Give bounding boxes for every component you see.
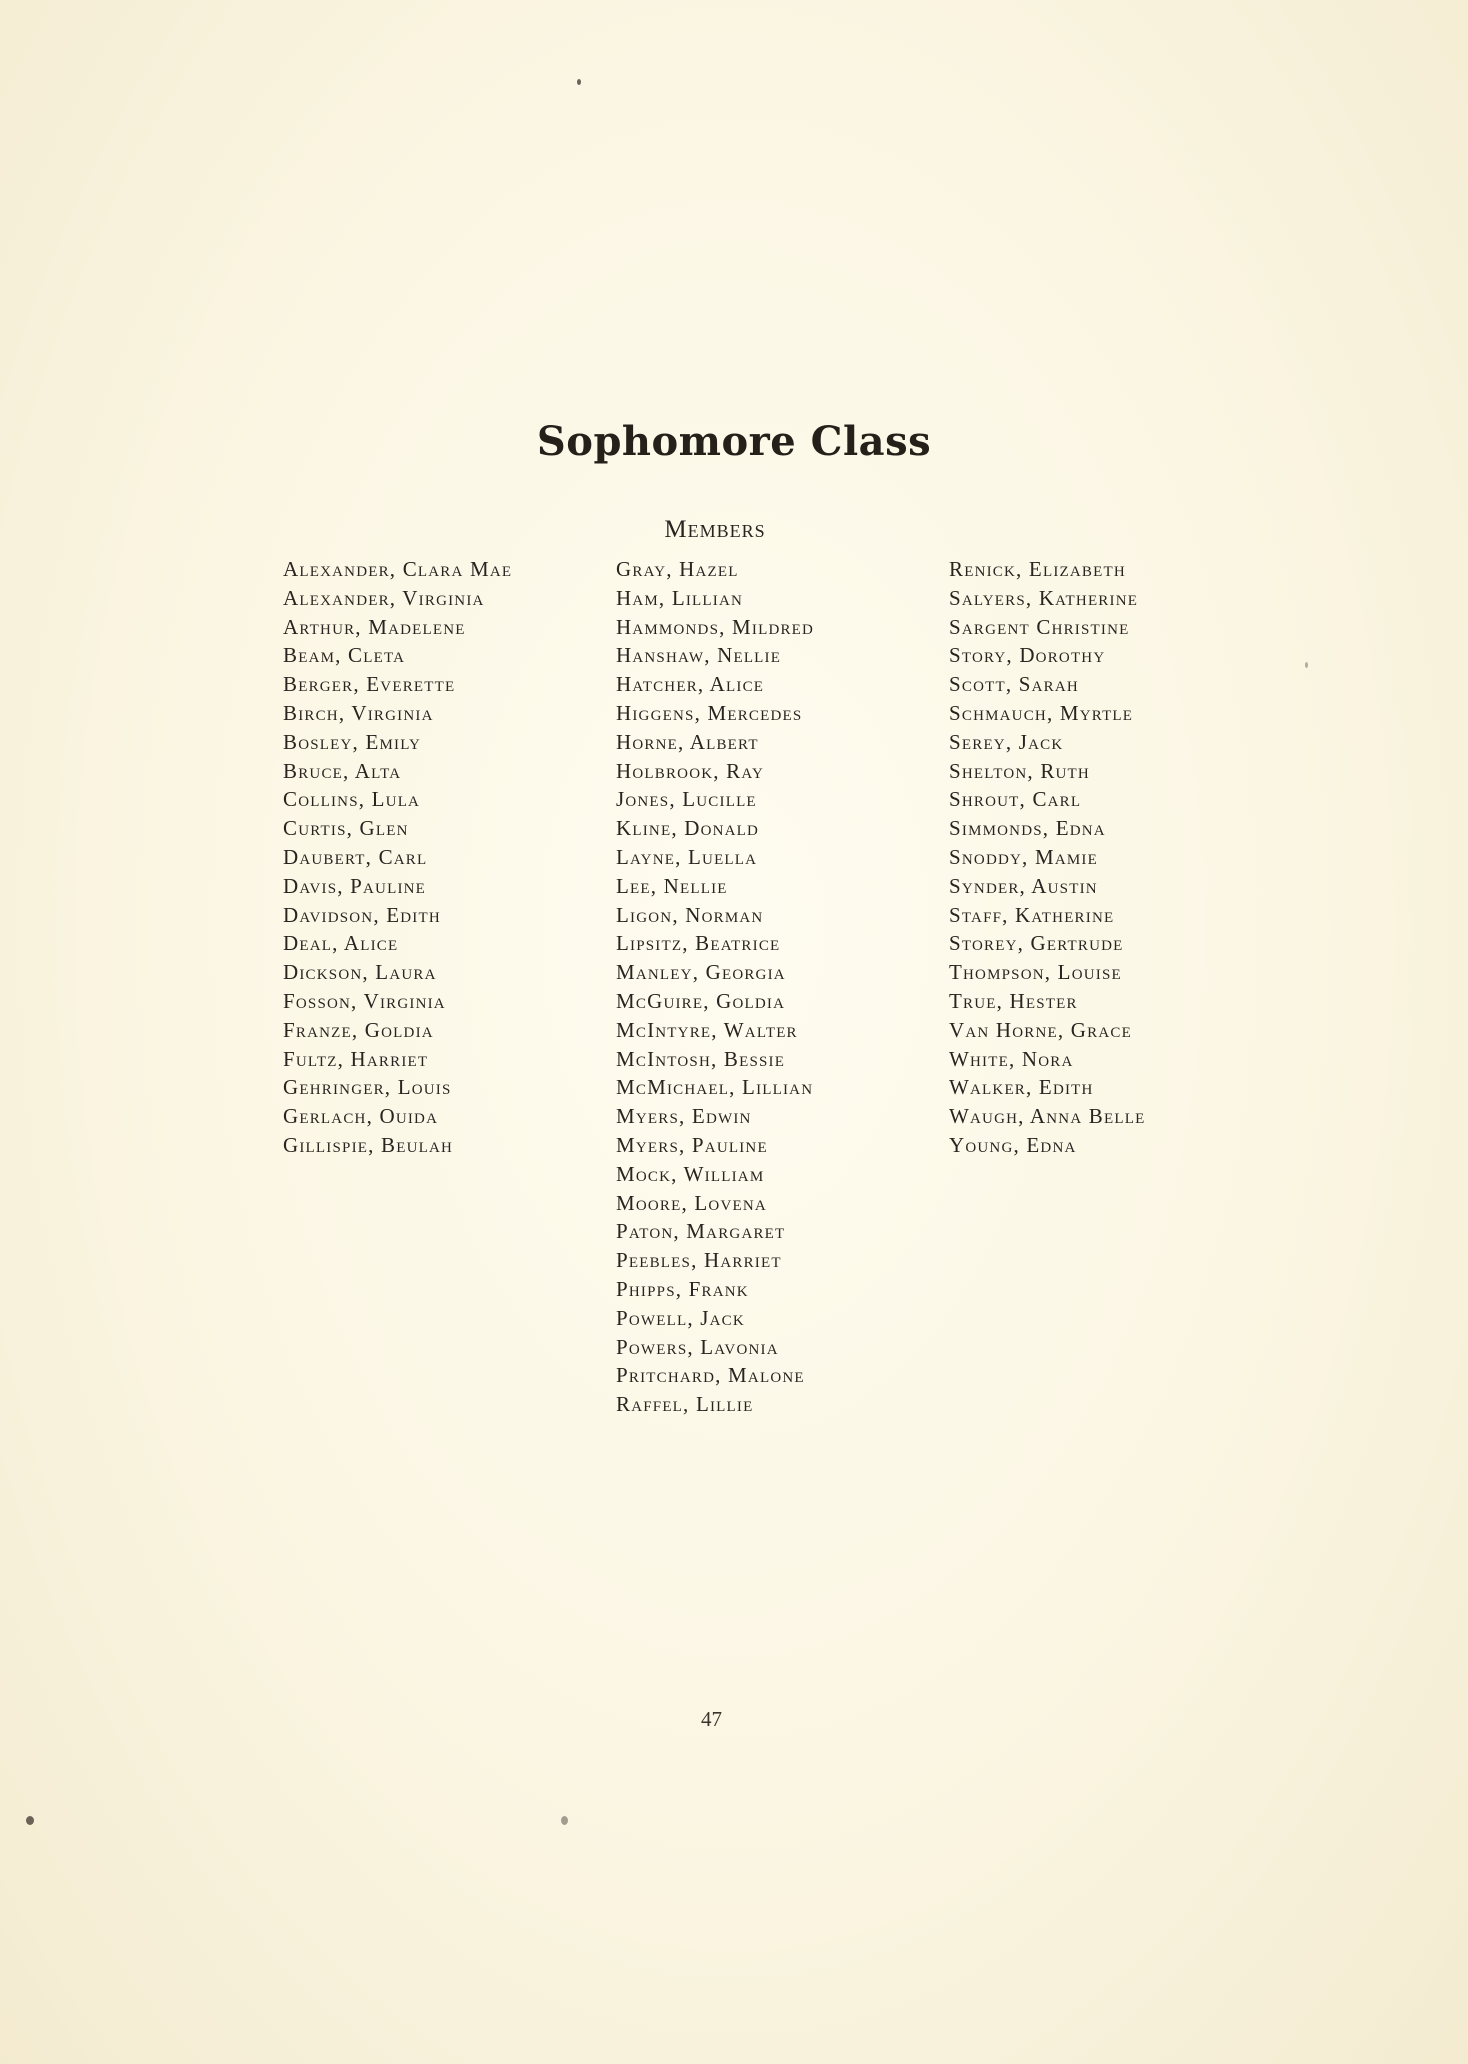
member-name: Jones, Lucille	[616, 787, 757, 812]
member-name: Paton, Margaret	[616, 1219, 786, 1244]
member-name: Gehringer, Louis	[283, 1075, 452, 1100]
member-name: Simmonds, Edna	[949, 816, 1106, 841]
member-name: Berger, Everette	[283, 672, 456, 697]
member-name: Hanshaw, Nellie	[616, 643, 782, 668]
member-name: Davis, Pauline	[283, 873, 427, 898]
member-name: Davidson, Edith	[283, 902, 441, 927]
member-name: Manley, Georgia	[616, 960, 786, 985]
member-name: Franze, Goldia	[283, 1017, 434, 1042]
member-name: Shrout, Carl	[949, 787, 1082, 812]
paper-speck	[561, 1816, 568, 1825]
member-name: Curtis, Glen	[283, 816, 409, 841]
member-name: Snoddy, Mamie	[949, 844, 1098, 869]
member-name: Ham, Lillian	[616, 585, 744, 610]
member-name: Walker, Edith	[949, 1075, 1094, 1100]
member-name: Salyers, Katherine	[949, 585, 1139, 610]
member-name: Mock, William	[616, 1161, 765, 1186]
member-name: Collins, Lula	[283, 787, 421, 812]
member-name: Pritchard, Malone	[616, 1363, 805, 1388]
page-number: 47	[701, 1707, 722, 1731]
paper-speck	[26, 1816, 34, 1825]
member-name: Staff, Katherine	[949, 902, 1115, 927]
member-name: McIntyre, Walter	[616, 1017, 798, 1042]
member-name: Scott, Sarah	[949, 672, 1079, 697]
member-name: Alexander, Clara Mae	[283, 557, 513, 581]
paper-speck	[1305, 662, 1308, 668]
member-name: Birch, Virginia	[283, 700, 434, 725]
member-name: Gillispie, Beulah	[283, 1132, 454, 1157]
member-name: Higgens, Mercedes	[616, 700, 803, 725]
member-name: Lipsitz, Beatrice	[616, 931, 781, 956]
member-name: Gerlach, Ouida	[283, 1104, 439, 1129]
members-column-1	[283, 555, 512, 1160]
member-name: Sargent Christine	[949, 614, 1130, 639]
member-name: Storey, Gertrude	[949, 931, 1124, 956]
member-name: Synder, Austin	[949, 873, 1098, 898]
member-name: Story, Dorothy	[949, 643, 1106, 668]
member-name: Kline, Donald	[616, 816, 760, 841]
member-name: McIntosh, Bessie	[616, 1046, 786, 1071]
member-name: Powers, Lavonia	[616, 1334, 779, 1359]
member-name: Hammonds, Mildred	[616, 614, 815, 639]
member-name: Arthur, Madelene	[283, 614, 466, 639]
members-column-2	[616, 555, 814, 1419]
member-name: Young, Edna	[949, 1132, 1077, 1157]
member-name: Waugh, Anna Belle	[949, 1104, 1146, 1129]
paper-speck	[577, 79, 581, 85]
member-name: Beam, Cleta	[283, 643, 406, 668]
members-column-3	[949, 555, 1145, 1160]
member-name: Hatcher, Alice	[616, 672, 765, 697]
member-name: Dickson, Laura	[283, 960, 437, 985]
member-name: Shelton, Ruth	[949, 758, 1090, 783]
member-name: Moore, Lovena	[616, 1190, 767, 1215]
member-name: Serey, Jack	[949, 729, 1064, 754]
member-name: McMichael, Lillian	[616, 1075, 814, 1100]
member-name: Ligon, Norman	[616, 902, 764, 927]
member-name: Thompson, Louise	[949, 960, 1122, 985]
member-name: Myers, Edwin	[616, 1104, 752, 1129]
member-name: McGuire, Goldia	[616, 988, 786, 1013]
member-name: Alexander, Virginia	[283, 585, 485, 610]
member-name: Fultz, Harriet	[283, 1046, 429, 1071]
member-name: True, Hester	[949, 988, 1078, 1013]
member-name: Powell, Jack	[616, 1305, 745, 1330]
member-name: Horne, Albert	[616, 729, 759, 754]
member-name: Raffel, Lillie	[616, 1392, 754, 1417]
member-name: Bosley, Emily	[283, 729, 422, 754]
member-name: Deal, Alice	[283, 931, 399, 956]
member-name: Gray, Hazel	[616, 557, 739, 581]
member-name: Van Horne, Grace	[949, 1017, 1132, 1042]
member-name: Bruce, Alta	[283, 758, 402, 783]
member-name: Lee, Nellie	[616, 873, 728, 898]
member-name: Holbrook, Ray	[616, 758, 765, 783]
member-name: Phipps, Frank	[616, 1276, 749, 1301]
member-name: Schmauch, Myrtle	[949, 700, 1134, 725]
member-name: Layne, Luella	[616, 844, 758, 869]
member-name: Peebles, Harriet	[616, 1248, 782, 1273]
member-name: Fosson, Virginia	[283, 988, 446, 1013]
member-name: White, Nora	[949, 1046, 1074, 1071]
members-heading: Members	[664, 516, 766, 543]
page-title: Sophomore Class	[536, 418, 932, 465]
member-name: Renick, Elizabeth	[949, 557, 1126, 581]
member-name: Myers, Pauline	[616, 1132, 768, 1157]
member-name: Daubert, Carl	[283, 844, 428, 869]
